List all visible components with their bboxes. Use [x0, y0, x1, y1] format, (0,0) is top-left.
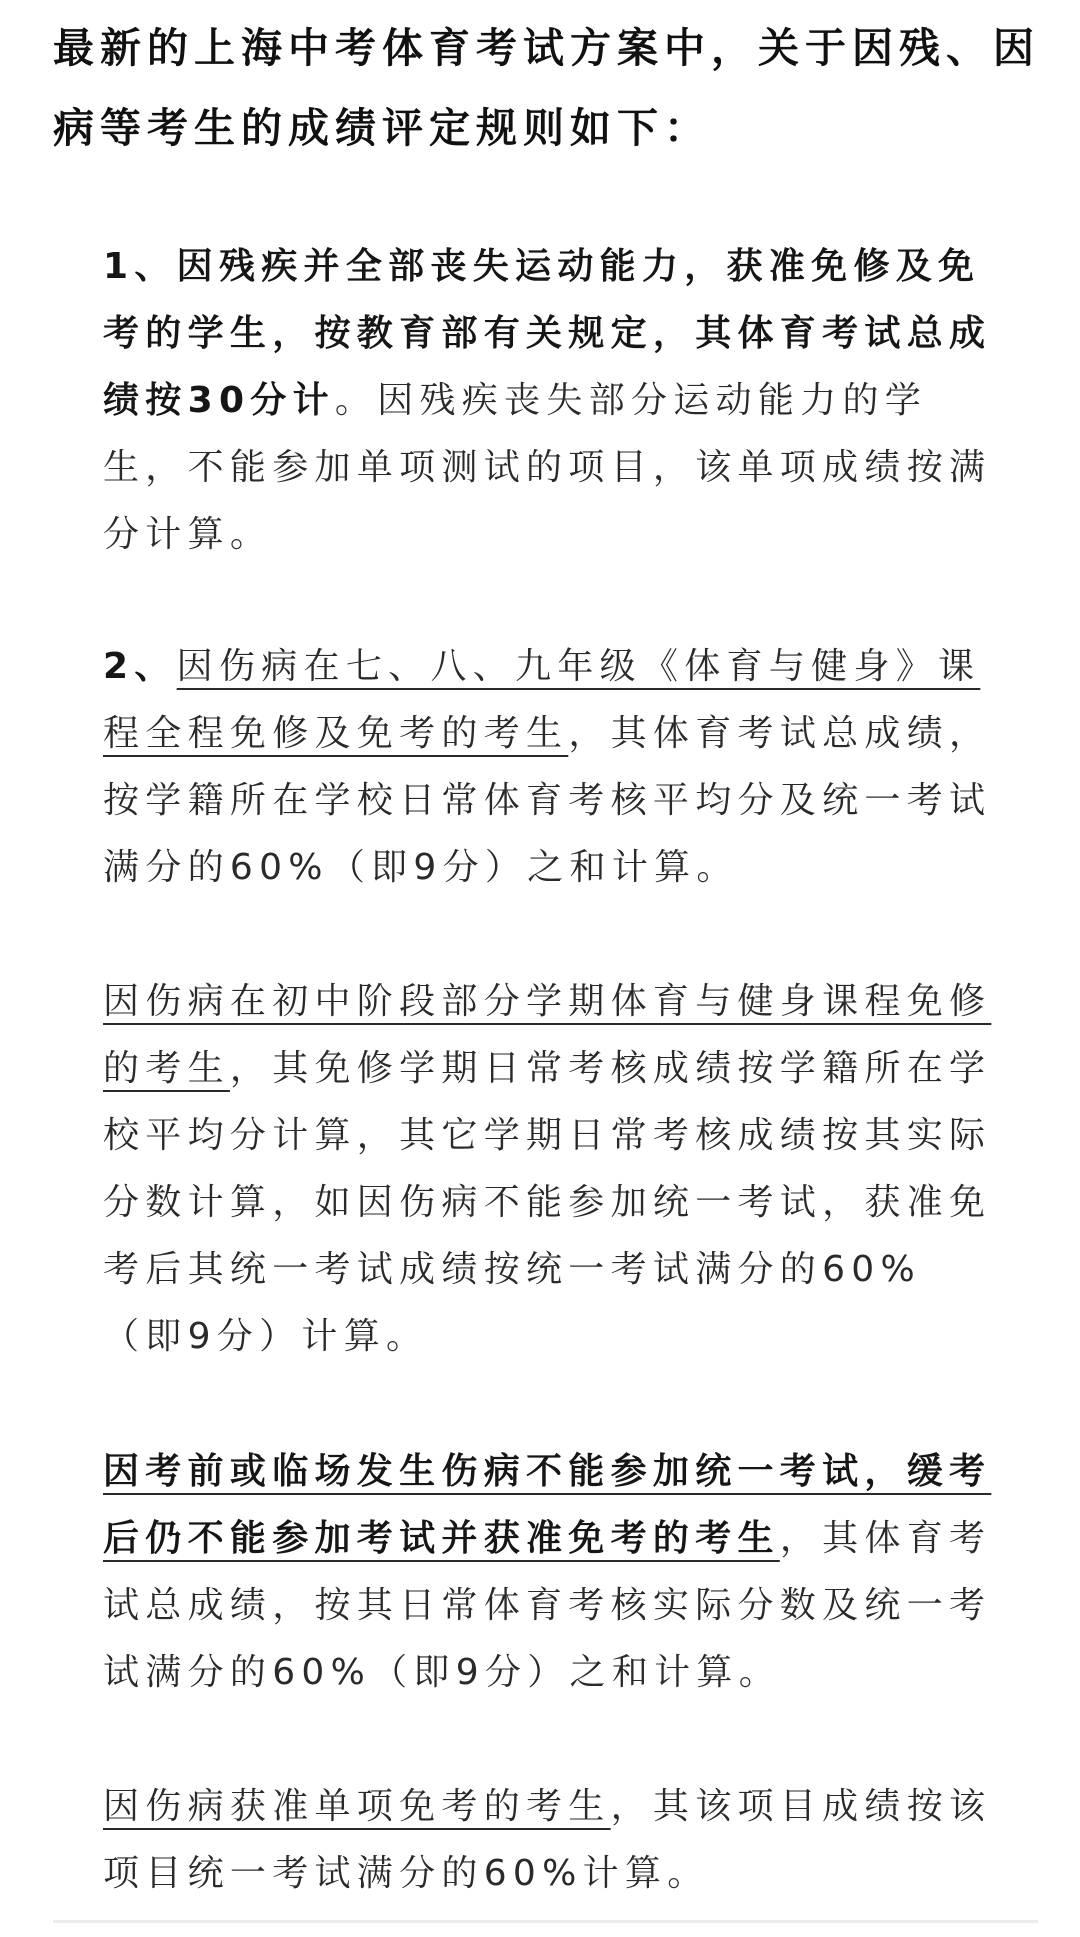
rule-2-paragraph	[103, 633, 993, 901]
rule-3-underlined-text: 因伤病在初中阶段部分学期体育与健身课程免修的考生	[103, 981, 992, 1089]
rule-4-text: ，其体育考试总成绩，按其日常体育考核实际分数及统一考试满分的60%（即9分）之和计算。	[103, 1518, 992, 1693]
rule-2-number: 2、	[103, 646, 177, 687]
rule-2-underlined-text: 因伤病在七、八、九年级《体育与健身》课程全程免修及免考的考生	[103, 646, 981, 754]
bottom-divider	[53, 1920, 1038, 1923]
rule-1-text: 。因残疾丧失部分运动能力的学生，不能参加单项测试的项目，该单项成绩按满分计算。	[103, 380, 992, 555]
rule-5-text: ，其该项目成绩按该项目统一考试满分的60%计算。	[103, 1786, 992, 1894]
rule-3-text: ，其免修学期日常考核成绩按学籍所在学校平均分计算，其它学期日常考核成绩按其实际分数计算，如因伤病不能参加统一考试，获准免考后其统一考试成绩按统一考试满分的60%（即9分）计算。	[103, 1048, 992, 1357]
rule-1-paragraph	[103, 233, 993, 568]
rule-5-underlined-text: 因伤病获准单项免考的考生	[103, 1786, 611, 1827]
rule-1-bold-text: 1、因残疾并全部丧失运动能力，获准免修及免考的学生，按教育部有关规定，其体育考试总成绩按30分计	[103, 246, 992, 421]
rule-3-paragraph	[103, 968, 993, 1370]
article-heading: 最新的上海中考体育考试方案中，关于因残、因病等考生的成绩评定规则如下：	[53, 24, 1040, 152]
rule-4-paragraph	[103, 1438, 993, 1706]
rule-4-underlined-bold-text: 因考前或临场发生伤病不能参加统一考试，缓考后仍不能参加考试并获准免考的考生	[103, 1451, 992, 1559]
rule-2-text: ，其体育考试总成绩，按学籍所在学校日常体育考核平均分及统一考试满分的60%（即9分）之和计算。	[103, 713, 992, 888]
rule-5-paragraph	[103, 1773, 993, 1907]
